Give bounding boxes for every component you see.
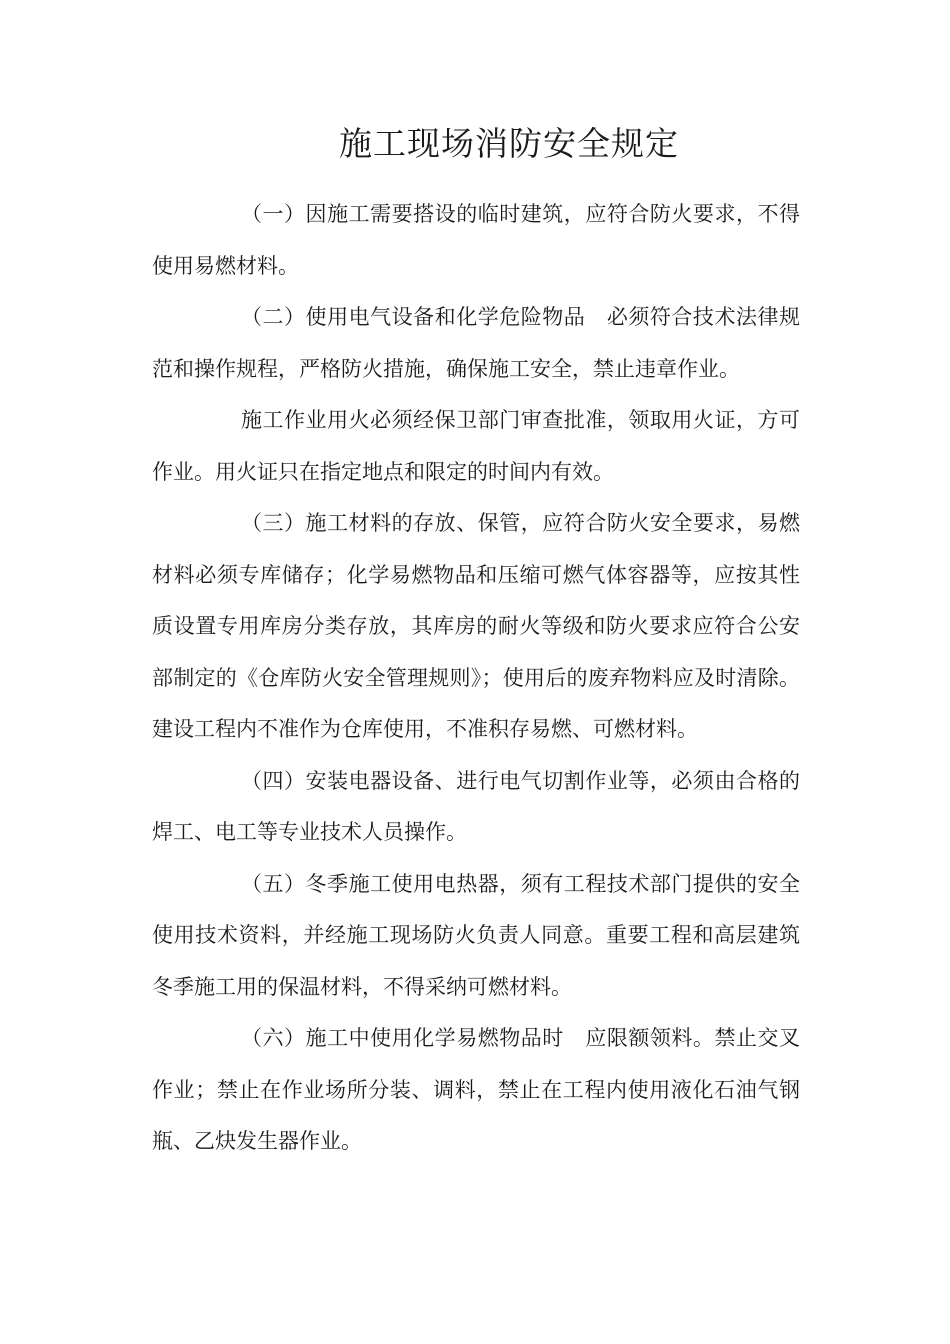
paragraph-3: 施工作业用火必须经保卫部门审查批准，领取用火证，方可作业。用火证只在指定地点和限定的时间内有效。 [152, 408, 800, 484]
document-body [152, 189, 800, 1168]
paragraph-4: （三）施工材料的存放、保管，应符合防火安全要求，易燃材料必须专库储存；化学易燃物品和压缩可燃气体容器等，应按其性质设置专用库房分类存放，其库房的耐火等级和防火要求应符合公安部制定的《仓库防火安全管理规则》；使用后的废弃物料应及时清除。建设工程内不准作为仓库使用，不准积存易燃、可燃材料。 [152, 511, 800, 741]
paragraph-7: （六）施工中使用化学易燃物品时 应限额领料。禁止交叉作业；禁止在作业场所分装、调料，禁止在工程内使用液化石油气钢瓶、乙炔发生器作业。 [152, 1026, 800, 1153]
paragraph-2: （二）使用电气设备和化学危险物品 必须符合技术法律规范和操作规程，严格防火措施，确保施工安全，禁止违章作业。 [152, 305, 800, 381]
paragraph-5: （四）安装电器设备、进行电气切割作业等，必须由合格的焊工、电工等专业技术人员操作。 [152, 768, 800, 844]
document-title: 施工现场消防安全规定 [339, 124, 679, 163]
paragraph-1: （一）因施工需要搭设的临时建筑，应符合防火要求，不得使用易燃材料。 [152, 202, 800, 278]
paragraph-6: （五）冬季施工使用电热器，须有工程技术部门提供的安全使用技术资料，并经施工现场防火负责人同意。重要工程和高层建筑冬季施工用的保温材料，不得采纳可燃材料。 [152, 871, 800, 999]
